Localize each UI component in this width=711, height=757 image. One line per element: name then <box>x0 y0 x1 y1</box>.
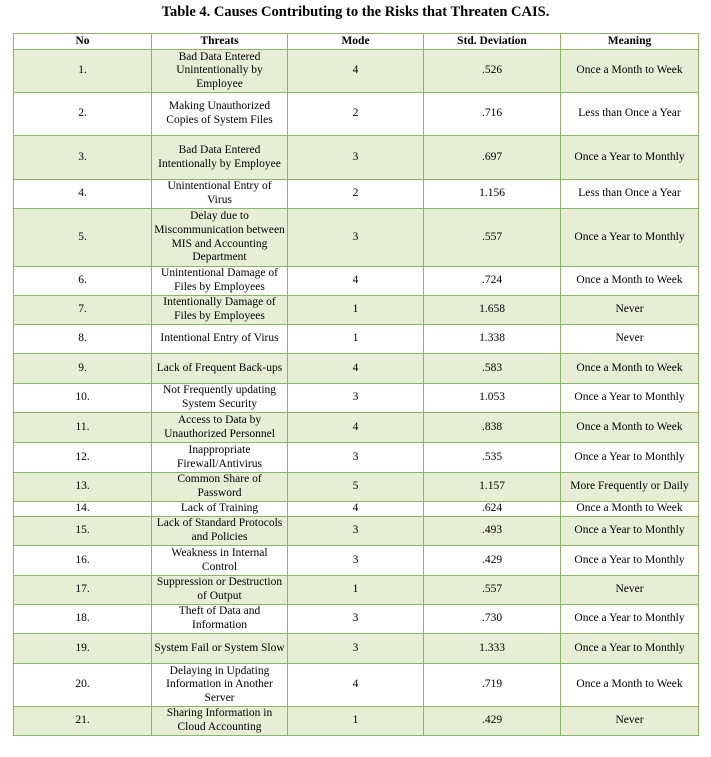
cell-std-deviation: .557 <box>424 209 561 267</box>
cell-meaning: Less than Once a Year <box>561 93 699 136</box>
cell-no: 15. <box>14 517 152 546</box>
cell-mode: 3 <box>288 136 424 180</box>
table-row <box>14 502 699 517</box>
cell-std-deviation: 1.658 <box>424 296 561 325</box>
cell-no: 14. <box>14 502 152 517</box>
cell-std-deviation: .535 <box>424 443 561 473</box>
cell-std-deviation: .583 <box>424 354 561 384</box>
cell-std-deviation: .526 <box>424 50 561 93</box>
cell-mode: 2 <box>288 180 424 209</box>
cell-threat: Not Frequently updating System Security <box>152 384 288 413</box>
cell-std-deviation: .493 <box>424 517 561 546</box>
cell-threat: Lack of Frequent Back-ups <box>152 354 288 384</box>
table-row <box>14 664 699 707</box>
cell-meaning: Once a Year to Monthly <box>561 209 699 267</box>
header-meaning: Meaning <box>561 34 699 50</box>
cell-no: 7. <box>14 296 152 325</box>
table-row <box>14 576 699 605</box>
cell-meaning: Once a Month to Week <box>561 267 699 296</box>
cell-mode: 1 <box>288 325 424 354</box>
cell-no: 10. <box>14 384 152 413</box>
cell-std-deviation: .838 <box>424 413 561 443</box>
cell-no: 1. <box>14 50 152 93</box>
cell-meaning: Once a Month to Week <box>561 354 699 384</box>
cell-std-deviation: 1.157 <box>424 473 561 502</box>
cell-std-deviation: .624 <box>424 502 561 517</box>
cell-std-deviation: 1.333 <box>424 634 561 664</box>
table-row <box>14 384 699 413</box>
cell-meaning: Never <box>561 707 699 736</box>
cell-std-deviation: 1.053 <box>424 384 561 413</box>
cell-std-deviation: .724 <box>424 267 561 296</box>
cell-no: 4. <box>14 180 152 209</box>
cell-threat: Unintentional Entry of Virus <box>152 180 288 209</box>
table-row <box>14 605 699 634</box>
cell-mode: 3 <box>288 605 424 634</box>
cell-mode: 1 <box>288 576 424 605</box>
cell-no: 21. <box>14 707 152 736</box>
cell-meaning: Never <box>561 296 699 325</box>
table-row <box>14 413 699 443</box>
cell-meaning: Once a Year to Monthly <box>561 136 699 180</box>
cell-threat: Weakness in Internal Control <box>152 546 288 576</box>
header-row <box>14 34 699 50</box>
cell-meaning: Once a Month to Week <box>561 50 699 93</box>
cell-mode: 3 <box>288 443 424 473</box>
cell-threat: Lack of Training <box>152 502 288 517</box>
cell-meaning: Once a Year to Monthly <box>561 546 699 576</box>
cell-meaning: Less than Once a Year <box>561 180 699 209</box>
cell-threat: Inappropriate Firewall/Antivirus <box>152 443 288 473</box>
cell-mode: 5 <box>288 473 424 502</box>
cell-std-deviation: .557 <box>424 576 561 605</box>
cell-threat: Unintentional Damage of Files by Employees <box>152 267 288 296</box>
cell-threat: Delaying in Updating Information in Another Server <box>152 664 288 707</box>
cell-mode: 4 <box>288 267 424 296</box>
cell-threat: Making Unauthorized Copies of System Files <box>152 93 288 136</box>
cell-meaning: Once a Month to Week <box>561 664 699 707</box>
cell-meaning: Once a Year to Monthly <box>561 634 699 664</box>
cell-std-deviation: .429 <box>424 707 561 736</box>
cell-meaning: More Frequently or Daily <box>561 473 699 502</box>
table-row <box>14 93 699 136</box>
table-row <box>14 634 699 664</box>
cell-no: 2. <box>14 93 152 136</box>
cell-threat: Intentionally Damage of Files by Employees <box>152 296 288 325</box>
cell-std-deviation: .730 <box>424 605 561 634</box>
header-threats: Threats <box>152 34 288 50</box>
cell-no: 6. <box>14 267 152 296</box>
causes-table <box>13 33 699 736</box>
cell-no: 9. <box>14 354 152 384</box>
cell-no: 20. <box>14 664 152 707</box>
cell-mode: 4 <box>288 354 424 384</box>
cell-meaning: Never <box>561 576 699 605</box>
cell-std-deviation: 1.156 <box>424 180 561 209</box>
cell-no: 19. <box>14 634 152 664</box>
cell-threat: Delay due to Miscommunication between MIS and Accounting Department <box>152 209 288 267</box>
cell-threat: Theft of Data and Information <box>152 605 288 634</box>
cell-meaning: Never <box>561 325 699 354</box>
cell-meaning: Once a Year to Monthly <box>561 605 699 634</box>
cell-threat: System Fail or System Slow <box>152 634 288 664</box>
table-row <box>14 517 699 546</box>
cell-meaning: Once a Year to Monthly <box>561 443 699 473</box>
header-no: No <box>14 34 152 50</box>
cell-threat: Access to Data by Unauthorized Personnel <box>152 413 288 443</box>
cell-std-deviation: .716 <box>424 93 561 136</box>
cell-no: 17. <box>14 576 152 605</box>
table-body <box>14 50 699 736</box>
cell-no: 3. <box>14 136 152 180</box>
table-row <box>14 325 699 354</box>
table-row <box>14 354 699 384</box>
cell-mode: 4 <box>288 502 424 517</box>
cell-threat: Intentional Entry of Virus <box>152 325 288 354</box>
cell-no: 13. <box>14 473 152 502</box>
cell-meaning: Once a Month to Week <box>561 502 699 517</box>
cell-mode: 4 <box>288 50 424 93</box>
cell-meaning: Once a Month to Week <box>561 413 699 443</box>
cell-std-deviation: .697 <box>424 136 561 180</box>
cell-no: 12. <box>14 443 152 473</box>
table-row <box>14 136 699 180</box>
header-mode: Mode <box>288 34 424 50</box>
cell-mode: 3 <box>288 634 424 664</box>
header-std-deviation: Std. Deviation <box>424 34 561 50</box>
cell-mode: 4 <box>288 413 424 443</box>
cell-threat: Common Share of Password <box>152 473 288 502</box>
cell-mode: 2 <box>288 93 424 136</box>
table-row <box>14 209 699 267</box>
table-row <box>14 473 699 502</box>
cell-threat: Sharing Information in Cloud Accounting <box>152 707 288 736</box>
table-row <box>14 50 699 93</box>
cell-threat: Lack of Standard Protocols and Policies <box>152 517 288 546</box>
cell-no: 8. <box>14 325 152 354</box>
cell-mode: 3 <box>288 517 424 546</box>
cell-mode: 3 <box>288 546 424 576</box>
cell-threat: Suppression or Destruction of Output <box>152 576 288 605</box>
cell-no: 16. <box>14 546 152 576</box>
table-row <box>14 707 699 736</box>
cell-meaning: Once a Year to Monthly <box>561 384 699 413</box>
table-row <box>14 180 699 209</box>
table-row <box>14 546 699 576</box>
cell-std-deviation: .429 <box>424 546 561 576</box>
cell-std-deviation: 1.338 <box>424 325 561 354</box>
cell-no: 5. <box>14 209 152 267</box>
cell-threat: Bad Data Entered Intentionally by Employee <box>152 136 288 180</box>
cell-threat: Bad Data Entered Unintentionally by Employee <box>152 50 288 93</box>
cell-mode: 1 <box>288 707 424 736</box>
table-caption: Table 4. Causes Contributing to the Risks that Threaten CAIS. <box>161 4 550 20</box>
cell-meaning: Once a Year to Monthly <box>561 517 699 546</box>
table-row <box>14 267 699 296</box>
cell-mode: 3 <box>288 209 424 267</box>
cell-mode: 1 <box>288 296 424 325</box>
cell-mode: 4 <box>288 664 424 707</box>
table-row <box>14 296 699 325</box>
cell-mode: 3 <box>288 384 424 413</box>
table-row <box>14 443 699 473</box>
cell-no: 11. <box>14 413 152 443</box>
cell-std-deviation: .719 <box>424 664 561 707</box>
cell-no: 18. <box>14 605 152 634</box>
